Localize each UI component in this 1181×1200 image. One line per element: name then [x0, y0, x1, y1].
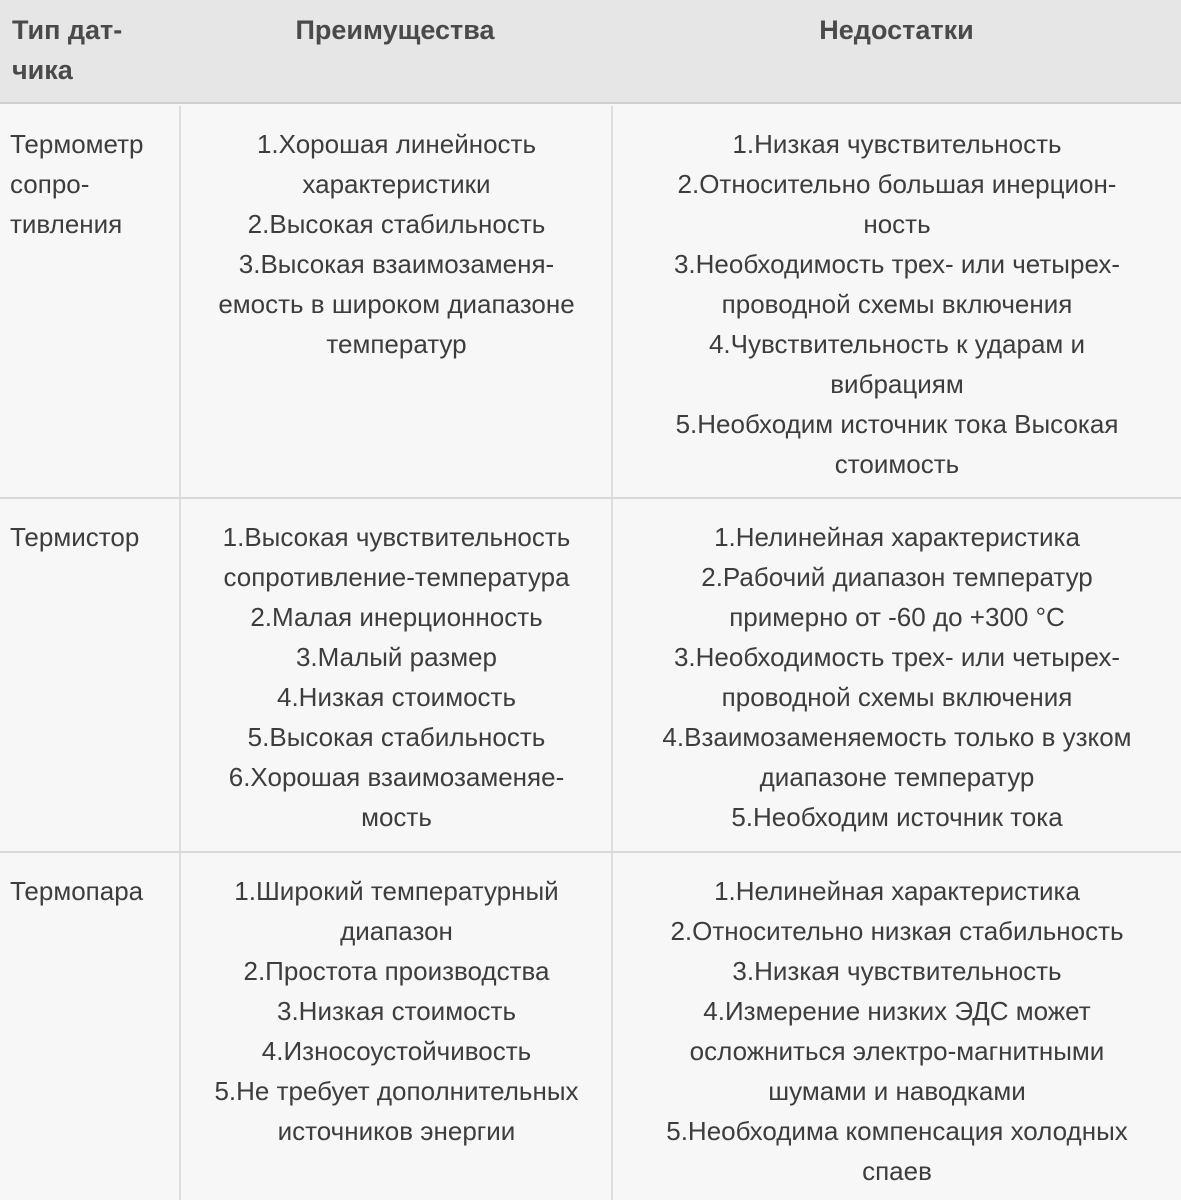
cell-text-line: 3.Низкая стоимость: [276, 996, 516, 1026]
cell-text-line: 4.Чувствительность к ударам и: [708, 329, 1086, 359]
header-advantages: Преимущества: [295, 15, 495, 45]
cell-text-line: 3.Низкая чувствительность: [732, 956, 1062, 986]
cell-text-line: 1.Высокая чувствительность: [222, 522, 571, 552]
cell-text-line: мость: [361, 802, 432, 832]
table-row: [0, 106, 1181, 497]
cell-text-line: 1.Нелинейная характеристика: [714, 522, 1080, 552]
cell-text-line: емость в широком диапазоне: [218, 289, 575, 319]
cell-text-line: характеристики: [302, 169, 491, 199]
cell-text-line: 3.Малый размер: [295, 642, 498, 672]
cell-text-line: 2.Рабочий диапазон температур: [701, 562, 1093, 592]
cell-disadvantages: [613, 517, 1181, 837]
column-divider: [179, 499, 181, 851]
cell-text-line: 3.Высокая взаимозаменя-: [238, 249, 555, 279]
cell-text-line: сопро-: [10, 169, 90, 199]
cell-text-line: 5.Необходим источник тока Высокая: [675, 409, 1119, 439]
cell-text-line: 2.Относительно низкая стабильность: [670, 916, 1124, 946]
cell-disadvantages: [613, 124, 1181, 484]
cell-text-line: 5.Необходим источник тока: [731, 802, 1063, 832]
cell-text-line: 2.Относительно большая инерцион-: [677, 169, 1117, 199]
cell-text-line: 2.Малая инерционность: [250, 602, 543, 632]
cell-text-line: 1.Низкая чувствительность: [732, 129, 1062, 159]
header-sensor-type-line: чика: [12, 55, 73, 85]
cell-text-line: 6.Хорошая взаимозаменяе-: [228, 762, 565, 792]
cell-text-line: сопротивление-температура: [223, 562, 570, 592]
cell-text-line: температур: [326, 329, 467, 359]
cell-text-line: 1.Широкий температурный: [234, 876, 559, 906]
cell-text-line: диапазон: [340, 916, 453, 946]
cell-text-line: 1.Нелинейная характеристика: [714, 876, 1080, 906]
cell-text-line: шумами и наводками: [768, 1076, 1026, 1106]
cell-text-line: Термистор: [10, 522, 140, 552]
cell-text-line: источников энергии: [277, 1116, 516, 1146]
header-sensor-type-line: Тип дат-: [12, 15, 123, 45]
cell-text-line: проводной схемы включения: [721, 289, 1073, 319]
cell-text-line: ность: [863, 209, 931, 239]
cell-text-line: Термопара: [10, 876, 144, 906]
cell-advantages: [182, 124, 611, 364]
cell-text-line: стоимость: [834, 449, 960, 479]
header-disadvantages: Недостатки: [819, 15, 974, 45]
cell-text-line: 4.Износоустойчивость: [261, 1036, 532, 1066]
cell-text-line: 2.Простота производства: [243, 956, 550, 986]
cell-text-line: 5.Высокая стабильность: [247, 722, 546, 752]
table-header: [0, 0, 1181, 104]
cell-text-line: проводной схемы включения: [721, 682, 1073, 712]
cell-advantages: [182, 871, 611, 1151]
cell-text-line: тивления: [10, 209, 123, 239]
cell-text-line: 3.Необходимость трех- или четырех-: [673, 642, 1121, 672]
cell-text-line: 5.Не требует дополнительных: [214, 1076, 579, 1106]
cell-advantages: [182, 517, 611, 837]
cell-text-line: 3.Необходимость трех- или четырех-: [673, 249, 1121, 279]
table-row: [0, 851, 1181, 1200]
cell-text-line: примерно от -60 до +300 °C: [729, 602, 1065, 632]
cell-text-line: 1.Хорошая линейность: [256, 129, 537, 159]
cell-text-line: вибрациям: [830, 369, 964, 399]
header-sensor-type: [12, 10, 162, 90]
cell-sensor-type: [10, 517, 175, 557]
cell-text-line: 4.Взаимозаменяемость только в узком: [662, 722, 1132, 752]
cell-text-line: диапазоне температур: [759, 762, 1035, 792]
column-divider: [179, 853, 181, 1200]
table-row: [0, 497, 1181, 851]
column-divider: [179, 106, 181, 497]
cell-disadvantages: [613, 871, 1181, 1191]
cell-sensor-type: [10, 124, 175, 244]
cell-text-line: 4.Низкая стоимость: [276, 682, 516, 712]
cell-sensor-type: [10, 871, 175, 911]
cell-text-line: 2.Высокая стабильность: [247, 209, 546, 239]
cell-text-line: 4.Измерение низких ЭДС может: [703, 996, 1091, 1026]
cell-text-line: 5.Необходима компенсация холодных: [666, 1116, 1128, 1146]
cell-text-line: осложниться электро-магнитными: [689, 1036, 1105, 1066]
cell-text-line: Термометр: [10, 129, 144, 159]
cell-text-line: спаев: [862, 1156, 932, 1186]
